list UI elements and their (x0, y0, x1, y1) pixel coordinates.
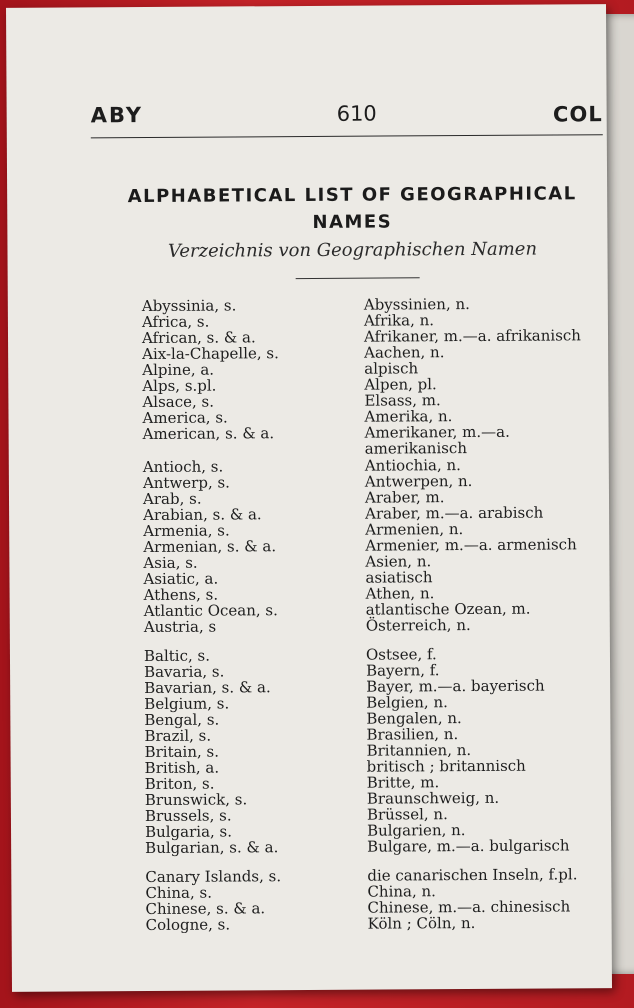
english-term: Bulgarian, s. & a. (145, 838, 279, 857)
english-term: America, s. (142, 408, 228, 428)
entry-row (144, 616, 614, 635)
english-term: Brussels, s. (144, 806, 232, 825)
english-term: Baltic, s. (143, 646, 211, 666)
entry-row (143, 423, 613, 459)
english-term: Asia, s. (143, 553, 198, 573)
english-term: Abyssinia, s. (141, 296, 237, 316)
german-term: Ostsee, f. (365, 645, 437, 664)
english-term: Antioch, s. (142, 457, 224, 477)
entry-list (142, 295, 616, 933)
guide-word-left: ABY (90, 102, 144, 128)
page-header (91, 100, 603, 133)
german-term: Armenier, m.—a. armenisch (365, 535, 577, 555)
german-term: atlantische Ozean, m. (365, 599, 531, 619)
english-term: Belgium, s. (144, 694, 230, 714)
german-term: Abyssinien, n. (363, 295, 470, 314)
english-term: British, a. (144, 758, 220, 777)
german-term: Brüssel, n. (366, 805, 448, 824)
english-term: Armenia, s. (143, 521, 230, 541)
german-term: Österreich, n. (365, 616, 471, 635)
german-term: Britannien, n. (366, 741, 472, 760)
english-term: Alpine, a. (142, 360, 215, 380)
german-term: Araber, m. (364, 488, 445, 507)
german-term: Athen, n. (365, 584, 435, 603)
english-term: Chinese, s. & a. (145, 899, 266, 918)
german-term: Belgien, n. (366, 693, 448, 712)
german-term: Köln ; Cöln, n. (367, 913, 476, 933)
german-term: Bayer, m.—a. bayerisch (366, 676, 545, 696)
german-term: Britte, m. (366, 773, 440, 792)
english-term: American, s. & a. (142, 424, 275, 444)
german-term: Bulgarien, n. (366, 821, 466, 840)
german-term: Afrika, n. (363, 311, 435, 330)
german-term: Amerika, n. (364, 407, 453, 426)
english-term: Alsace, s. (142, 392, 215, 412)
english-term: China, s. (145, 883, 213, 902)
german-term: Armenien, n. (365, 520, 464, 539)
english-term: Austria, s (143, 617, 217, 637)
english-term: Aix-la-Chapelle, s. (142, 344, 279, 364)
german-term: Bulgare, m.—a. bulgarisch (367, 836, 570, 856)
german-term: Antwerpen, n. (364, 471, 473, 491)
german-term: Asien, n. (365, 552, 432, 571)
english-term: Armenian, s. & a. (143, 537, 277, 557)
english-term: Cologne, s. (145, 915, 231, 934)
german-term: Bengalen, n. (366, 709, 462, 728)
dictionary-page (6, 4, 612, 992)
english-term: Bavarian, s. & a. (144, 678, 271, 698)
german-term: Bayern, f. (366, 661, 440, 680)
german-term: Alpen, pl. (364, 375, 437, 394)
german-term: Antiochia, n. (364, 456, 461, 475)
english-term: Antwerp, s. (142, 473, 230, 493)
english-term: Brunswick, s. (144, 790, 248, 809)
english-term: Britain, s. (144, 742, 220, 761)
german-term: Aachen, n. (364, 343, 445, 362)
english-term: Arabian, s. & a. (143, 505, 262, 525)
german-term: Araber, m.—a. arabisch (365, 503, 544, 523)
english-term: Brazil, s. (144, 726, 212, 746)
section-subtitle: Verzeichnis von Geographischen Namen (167, 238, 538, 262)
german-term: Amerikaner, m.—a. amerikanisch (364, 422, 510, 458)
german-term: alpisch (364, 359, 419, 378)
german-term: Afrikaner, m.—a. afrikanisch (363, 326, 581, 346)
german-term: Chinese, m.—a. chinesisch (367, 897, 571, 917)
german-term: Brasilien, n. (366, 725, 459, 744)
title-divider (296, 277, 420, 279)
entry-row (145, 837, 615, 856)
german-term: die canarischen Inseln, f.pl. (367, 865, 578, 885)
german-term: Elsass, m. (364, 391, 441, 410)
english-term: Alps, s.pl. (142, 376, 217, 396)
german-term: asiatisch (365, 568, 433, 587)
entry-row (146, 914, 616, 933)
section-title: ALPHABETICAL LIST OF GEOGRAPHICAL NAMES (127, 183, 577, 233)
english-term: Africa, s. (141, 312, 210, 332)
english-term: Bavaria, s. (144, 662, 225, 682)
header-rule (91, 134, 603, 138)
german-term: britisch ; britannisch (366, 756, 526, 776)
english-term: Arab, s. (142, 489, 202, 509)
page-number: 610 (336, 101, 377, 126)
english-term: Bulgaria, s. (144, 822, 233, 841)
english-term: African, s. & a. (141, 328, 256, 348)
english-term: Asiatic, a. (143, 569, 219, 589)
german-term: Braunschweig, n. (366, 788, 500, 808)
english-term: Athens, s. (143, 585, 219, 605)
english-term: Briton, s. (144, 774, 215, 793)
english-term: Atlantic Ocean, s. (143, 601, 278, 621)
guide-word-right: COL (552, 102, 603, 127)
english-term: Canary Islands, s. (145, 867, 282, 886)
german-term: China, n. (367, 882, 436, 901)
english-term: Bengal, s. (144, 710, 220, 730)
